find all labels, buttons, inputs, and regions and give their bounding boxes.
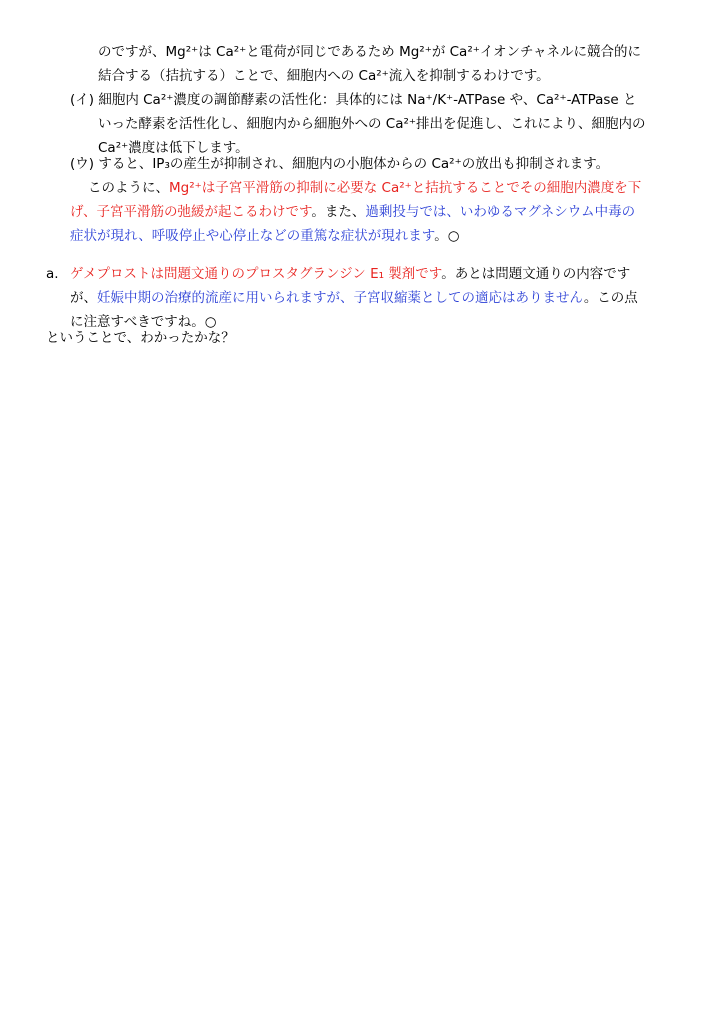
answer-a-label [46, 262, 59, 286]
answer-a-rest: 。あとは問題文通りの内容です [441, 266, 631, 282]
answer-a-key-point: ゲメプロストは問題文通りのプロスタグランジン E₁ 製剤です [70, 266, 442, 282]
overdose-note-end: 症状が現れ、呼吸停止や心停止などの重篤な症状が現れます [70, 228, 435, 244]
text-line [70, 262, 638, 286]
overdose-note: 過剰投与では、いわゆるマグネシウム中毒の [365, 204, 636, 220]
closing-text: ということで、わかったかな？ [46, 330, 235, 346]
answer-a [70, 262, 638, 334]
text-line: のですが、Mg²⁺は Ca²⁺と電荷が同じであるため Mg²⁺が Ca²⁺イオンチャネルに競合的に [98, 44, 642, 60]
summary-end: 。○ [434, 228, 460, 244]
answer-a-pre: が、 [70, 290, 97, 306]
text-line: に注意すべきですね。○ [70, 314, 217, 330]
text-line: 結合する（拮抗する）ことで、細胞内への Ca²⁺流入を抑制するわけです。 [98, 68, 550, 84]
item-u [70, 152, 609, 176]
text-line: いった酵素を活性化し、細胞内から細胞外への Ca²⁺排出を促進し、これにより、細胞内の [98, 116, 646, 132]
item-i [70, 88, 637, 112]
summary-paragraph [88, 176, 641, 200]
summary-key-point-end: げ、子宮平滑筋の弛緩が起こるわけです [70, 204, 312, 220]
closing-line [46, 326, 235, 350]
summary-intro: このように、 [88, 180, 169, 196]
text-line [70, 286, 638, 310]
text-line: (イ) 細胞内 Ca²⁺濃度の調節酵素の活性化：具体的には Na⁺/K⁺-ATPase や、Ca²⁺-ATPase と [70, 92, 637, 108]
continuation-paragraph [98, 40, 641, 88]
summary-paragraph-continuation [70, 200, 635, 248]
answer-a-end: 。この点 [583, 290, 638, 306]
text-line: Ca²⁺濃度は低下します。 [98, 140, 249, 156]
summary-connector: 。また、 [311, 204, 366, 220]
text-line [88, 176, 641, 200]
answer-a-indication-note: 妊娠中期の治療的流産に用いられますが、子宮収縮薬としての適応はありません [97, 290, 584, 306]
answer-label: a. [46, 266, 59, 282]
text-line [70, 224, 635, 248]
text-line: (ウ) すると、IP₃の産生が抑制され、細胞内の小胞体からの Ca²⁺の放出も抑制されます。 [70, 156, 610, 172]
summary-key-point: Mg²⁺は子宮平滑筋の抑制に必要な Ca²⁺と拮抗することでその細胞内濃度を下 [169, 180, 642, 196]
text-line [70, 200, 635, 224]
